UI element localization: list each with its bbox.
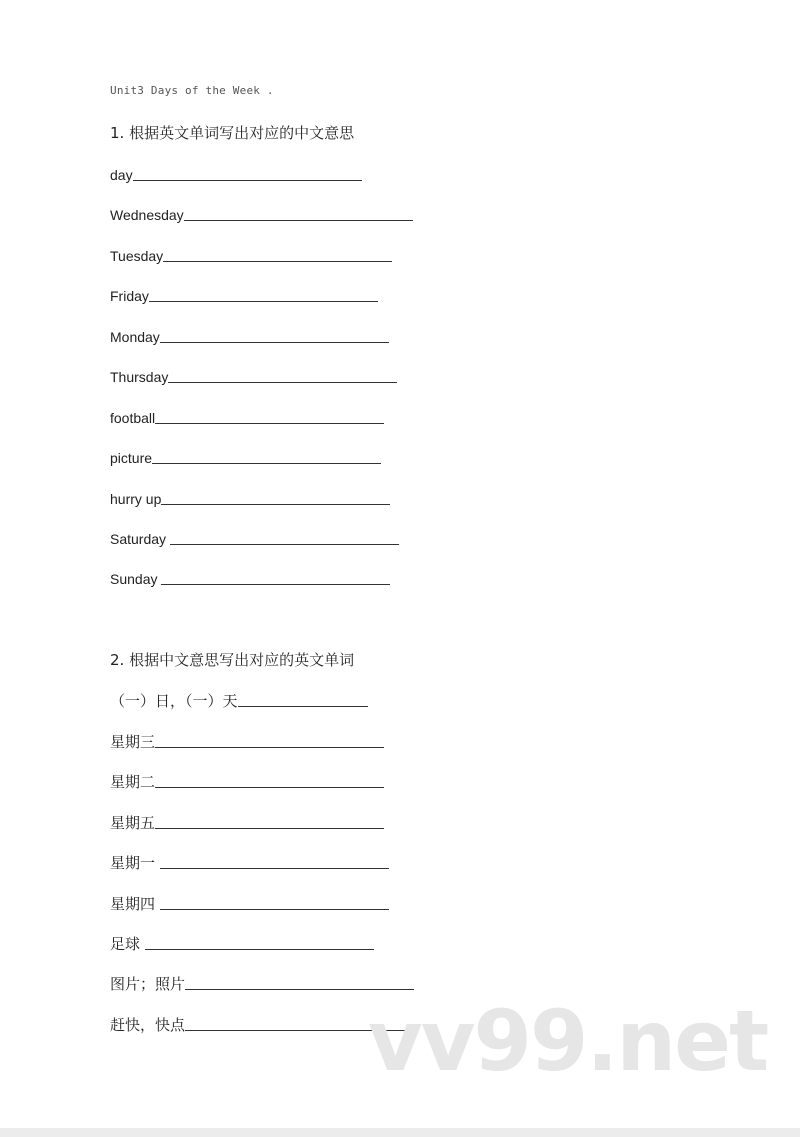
section2-heading: 2. 根据中文意思写出对应的英文单词 — [110, 651, 355, 669]
vocab-row-hurry-up — [110, 487, 390, 507]
answer-blank[interactable] — [133, 180, 362, 181]
vocab-row-zh-wednesday — [110, 730, 384, 750]
vocab-term: Monday — [110, 329, 160, 345]
answer-blank[interactable] — [163, 261, 392, 262]
answer-blank[interactable] — [145, 949, 374, 950]
vocab-term: Sunday — [110, 571, 162, 587]
vocab-row-zh-tuesday — [110, 770, 384, 790]
answer-blank[interactable] — [238, 706, 368, 707]
section1-heading: 1. 根据英文单词写出对应的中文意思 — [110, 124, 355, 142]
answer-blank[interactable] — [161, 504, 390, 505]
document-title: Unit3 Days of the Week . — [110, 84, 274, 97]
vocab-row-zh-friday — [110, 811, 384, 831]
vocab-term: picture — [110, 450, 153, 466]
vocab-row-zh-thursday — [110, 892, 389, 912]
answer-blank[interactable] — [161, 584, 390, 585]
vocab-term: Friday — [110, 288, 149, 304]
vocab-term: hurry up — [110, 491, 162, 507]
answer-blank[interactable] — [149, 301, 378, 302]
answer-blank[interactable] — [160, 342, 389, 343]
watermark: vv99.net — [368, 992, 768, 1090]
vocab-term: football — [110, 410, 156, 426]
vocab-row-sunday — [110, 567, 390, 587]
answer-blank[interactable] — [155, 747, 384, 748]
vocab-row-zh-picture — [110, 972, 414, 992]
vocab-row-zh-day — [110, 689, 368, 709]
vocab-term: Wednesday — [110, 207, 184, 223]
vocab-term: 星期三 — [110, 733, 156, 751]
answer-blank[interactable] — [160, 868, 389, 869]
vocab-row-picture — [110, 446, 381, 466]
vocab-row-day — [110, 163, 362, 183]
vocab-row-zh-football — [110, 932, 374, 952]
vocab-term: 星期一 — [110, 854, 160, 872]
vocab-term: Thursday — [110, 369, 169, 385]
vocab-term: （一）日，（一）天 — [110, 692, 238, 710]
answer-blank[interactable] — [155, 787, 384, 788]
vocab-term: 足球 — [110, 935, 145, 953]
vocab-term: Saturday — [110, 531, 170, 547]
vocab-term: 图片；照片 — [110, 975, 186, 993]
vocab-row-thursday — [110, 365, 397, 385]
vocab-row-monday — [110, 325, 389, 345]
vocab-row-friday — [110, 284, 378, 304]
answer-blank[interactable] — [185, 989, 414, 990]
vocab-row-saturday — [110, 527, 399, 547]
answer-blank[interactable] — [168, 382, 397, 383]
vocab-term: 星期四 — [110, 895, 160, 913]
vocab-term: 赶快，快点 — [110, 1016, 186, 1034]
answer-blank[interactable] — [155, 423, 384, 424]
vocab-term: 星期二 — [110, 773, 156, 791]
vocab-term: Tuesday — [110, 248, 164, 264]
answer-blank[interactable] — [184, 220, 413, 221]
vocab-term: day — [110, 167, 133, 183]
answer-blank[interactable] — [170, 544, 399, 545]
vocab-row-wednesday — [110, 203, 413, 223]
answer-blank[interactable] — [160, 909, 389, 910]
answer-blank[interactable] — [152, 463, 381, 464]
vocab-row-football — [110, 406, 384, 426]
answer-blank[interactable] — [155, 828, 384, 829]
vocab-term: 星期五 — [110, 814, 156, 832]
vocab-row-zh-monday — [110, 851, 389, 871]
vocab-row-tuesday — [110, 244, 392, 264]
